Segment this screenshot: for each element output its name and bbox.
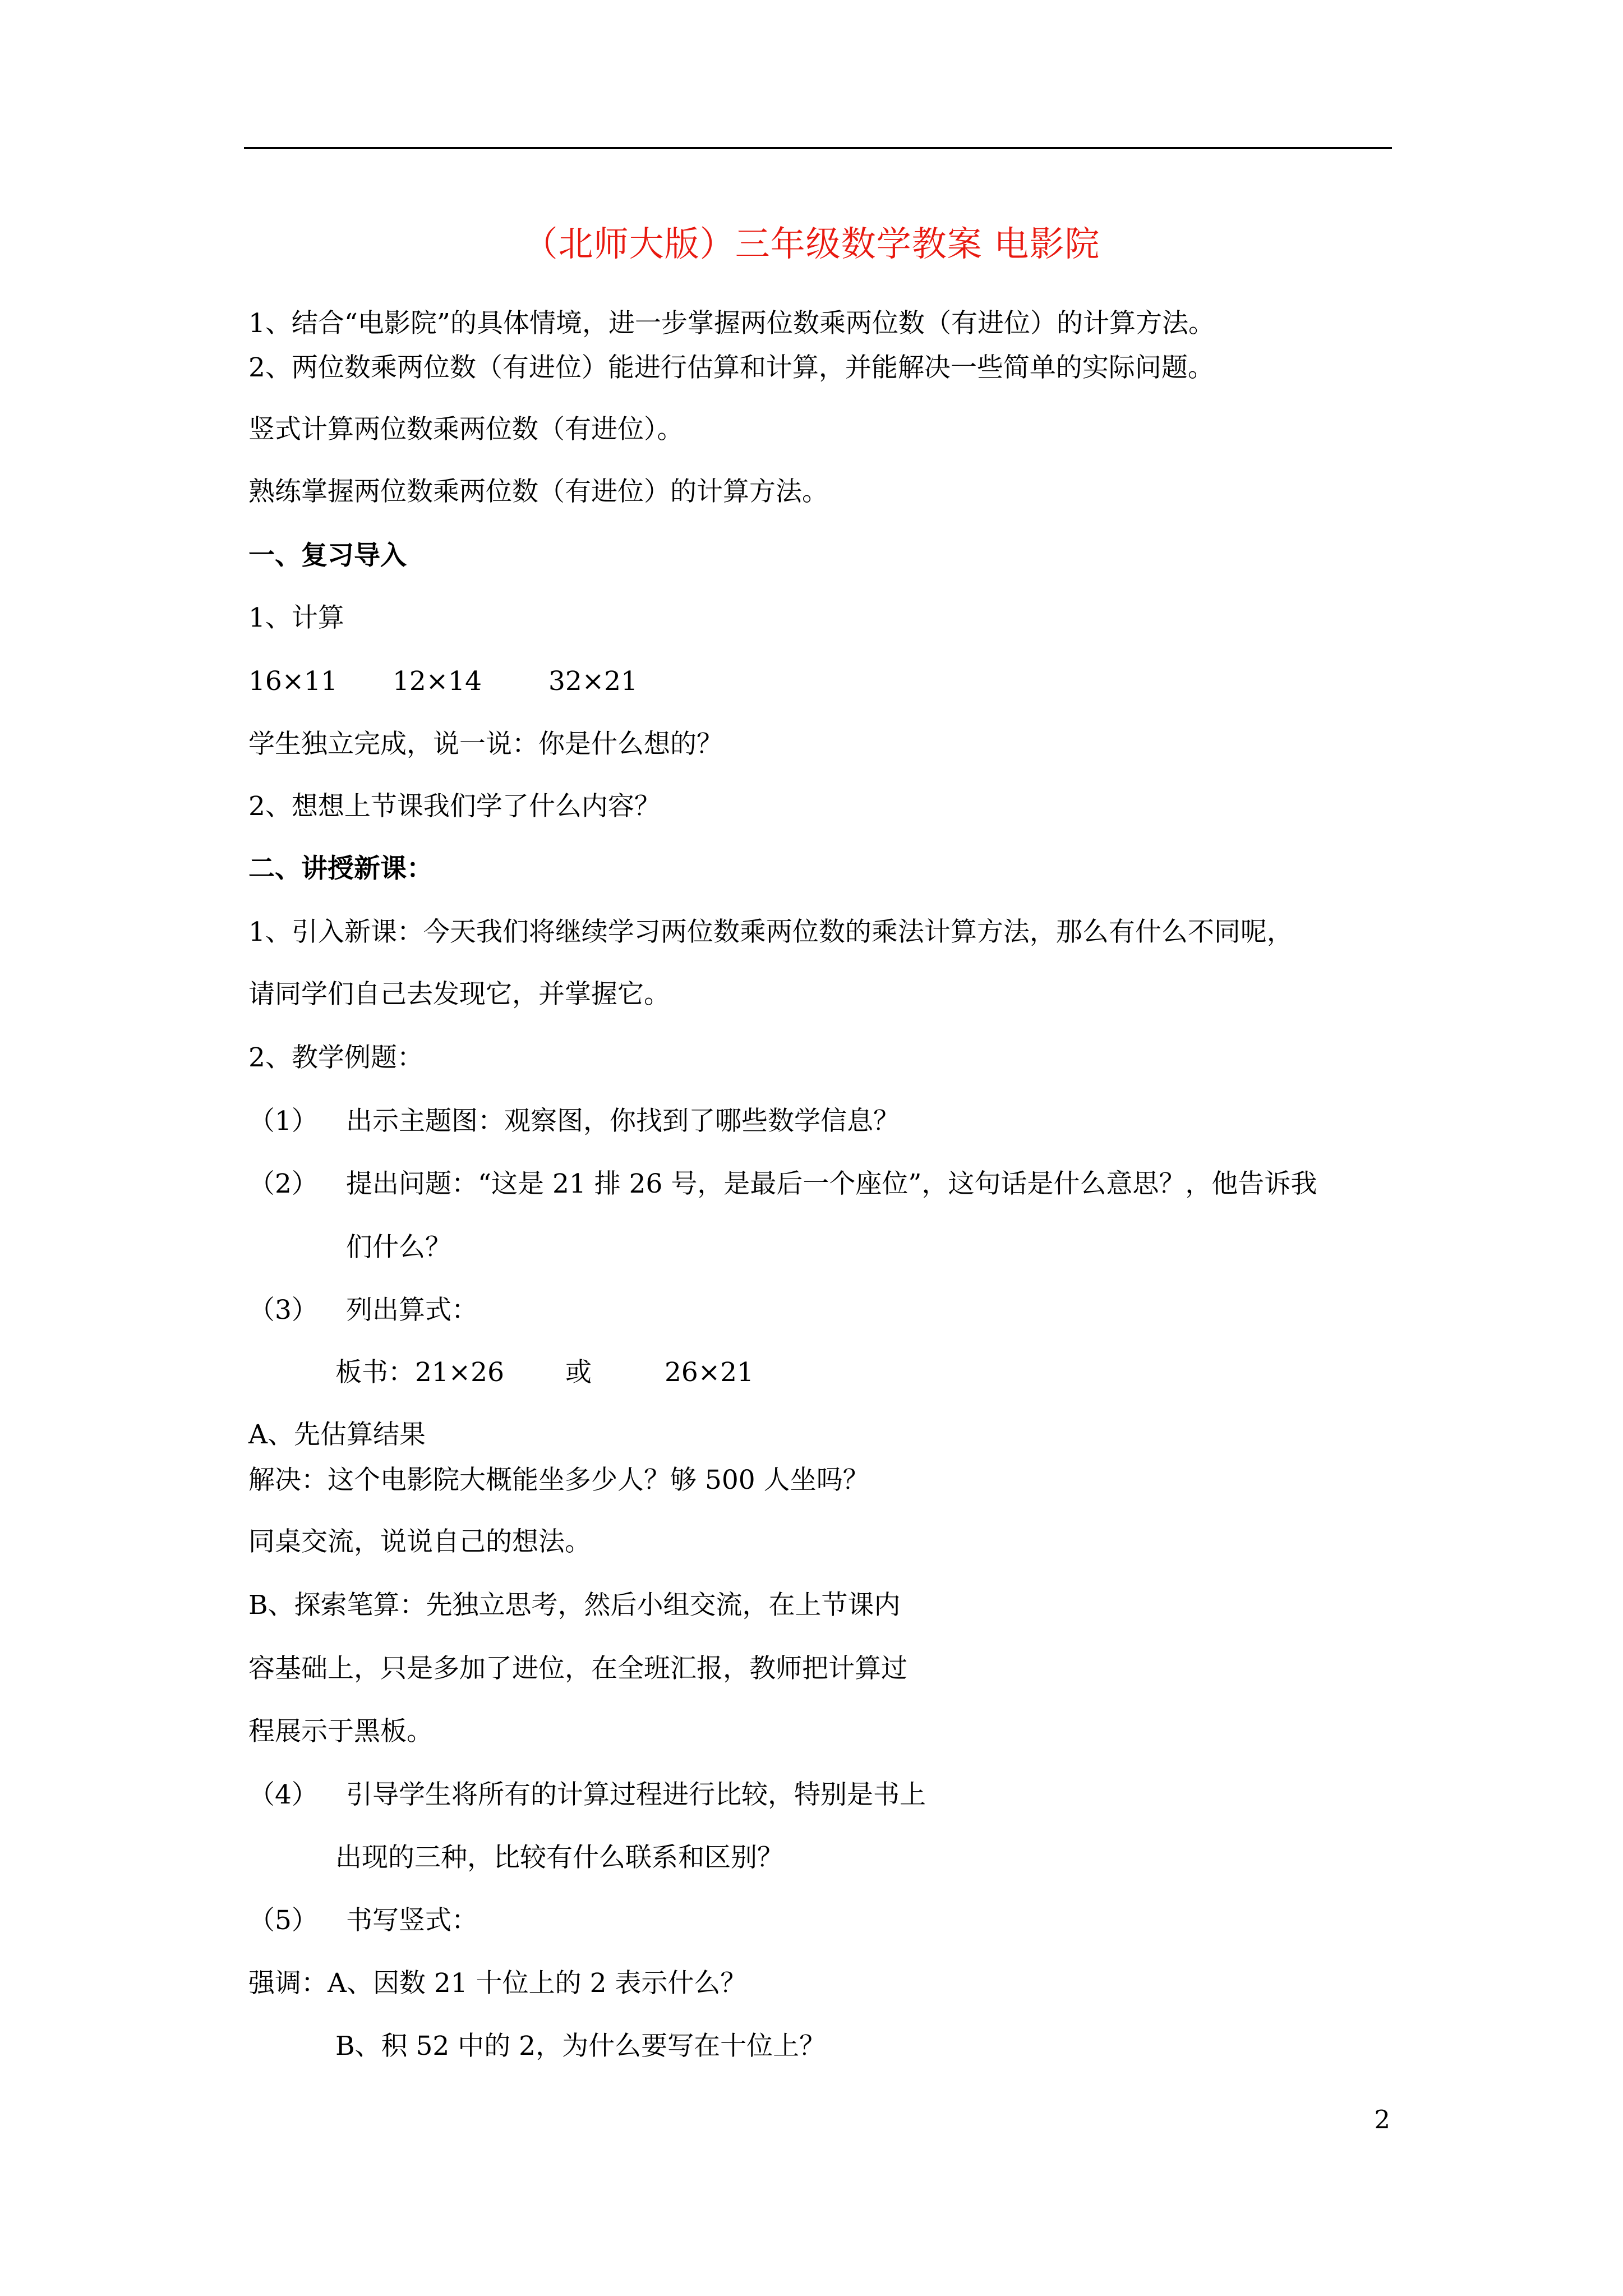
section-2-heading: 二、讲授新课： xyxy=(248,853,433,884)
step-1-text: 出示主题图：观察图，你找到了哪些数学信息？ xyxy=(346,1106,900,1137)
board-or: 或 xyxy=(565,1357,592,1388)
exercise-2: 12×14 xyxy=(393,666,482,697)
board-label: 板书： xyxy=(335,1357,414,1388)
explore-line-1: B、探索笔算：先独立思考，然后小组交流，在上节课内 xyxy=(248,1590,901,1621)
student-task: 学生独立完成，说一说：你是什么想的？ xyxy=(248,729,723,760)
estimate-heading: A、先估算结果 xyxy=(248,1419,426,1450)
explore-line-2: 容基础上，只是多加了进位，在全班汇报，教师把计算过 xyxy=(248,1653,907,1684)
page-title: （北师大版）三年级数学教案 电影院 xyxy=(523,223,1100,264)
emphasis-2: B、积 52 中的 2，为什么要写在十位上？ xyxy=(335,2031,826,2062)
page-number: 2 xyxy=(1374,2105,1390,2134)
section-1-heading: 一、复习导入 xyxy=(248,540,407,571)
step-1-number: （1） xyxy=(248,1106,318,1137)
step-2-text: 提出问题：“这是 21 排 26 号，是最后一个座位”，这句话是什么意思？，他告诉我 xyxy=(346,1168,1317,1199)
step-4-text: 引导学生将所有的计算过程进行比较，特别是书上 xyxy=(346,1779,926,1810)
solve-question: 解决：这个电影院大概能坐多少人？够 500 人坐吗？ xyxy=(248,1465,869,1496)
goal-1: 1、结合“电影院”的具体情境，进一步掌握两位数乘两位数（有进位）的计算方法。 xyxy=(248,308,1215,339)
explore-line-3: 程展示于黑板。 xyxy=(248,1716,433,1747)
step-2-number: （2） xyxy=(248,1168,318,1199)
emphasis-1: 强调：A、因数 21 十位上的 2 表示什么？ xyxy=(248,1968,747,1999)
difficulty: 熟练掌握两位数乘两位数（有进位）的计算方法。 xyxy=(248,476,828,507)
section-1-item-1: 1、计算 xyxy=(248,602,344,633)
step-4-number: （4） xyxy=(248,1779,318,1810)
key-point: 竖式计算两位数乘两位数（有进位）。 xyxy=(248,414,684,445)
section-1-item-2: 2、想想上节课我们学了什么内容？ xyxy=(248,791,661,822)
intro-line-2: 请同学们自己去发现它，并掌握它。 xyxy=(248,979,670,1010)
header-rule xyxy=(244,147,1392,149)
intro-line-1: 1、引入新课：今天我们将继续学习两位数乘两位数的乘法计算方法，那么有什么不同呢， xyxy=(248,917,1293,947)
exercise-3: 32×21 xyxy=(548,666,638,697)
board-expression-2: 26×21 xyxy=(665,1357,754,1388)
step-3-number: （3） xyxy=(248,1295,318,1326)
discuss-note: 同桌交流，说说自己的想法。 xyxy=(248,1526,591,1557)
step-5-number: （5） xyxy=(248,1905,318,1936)
board-expression-1: 21×26 xyxy=(415,1357,504,1388)
step-2-continuation: 们什么？ xyxy=(346,1232,451,1263)
example-heading: 2、教学例题： xyxy=(248,1042,423,1073)
step-5-text: 书写竖式： xyxy=(346,1905,478,1936)
exercise-1: 16×11 xyxy=(248,666,338,697)
step-3-text: 列出算式： xyxy=(346,1295,478,1326)
goal-2: 2、两位数乘两位数（有进位）能进行估算和计算，并能解决一些简单的实际问题。 xyxy=(248,352,1214,383)
step-4-continuation: 出现的三种，比较有什么联系和区别？ xyxy=(335,1842,783,1873)
